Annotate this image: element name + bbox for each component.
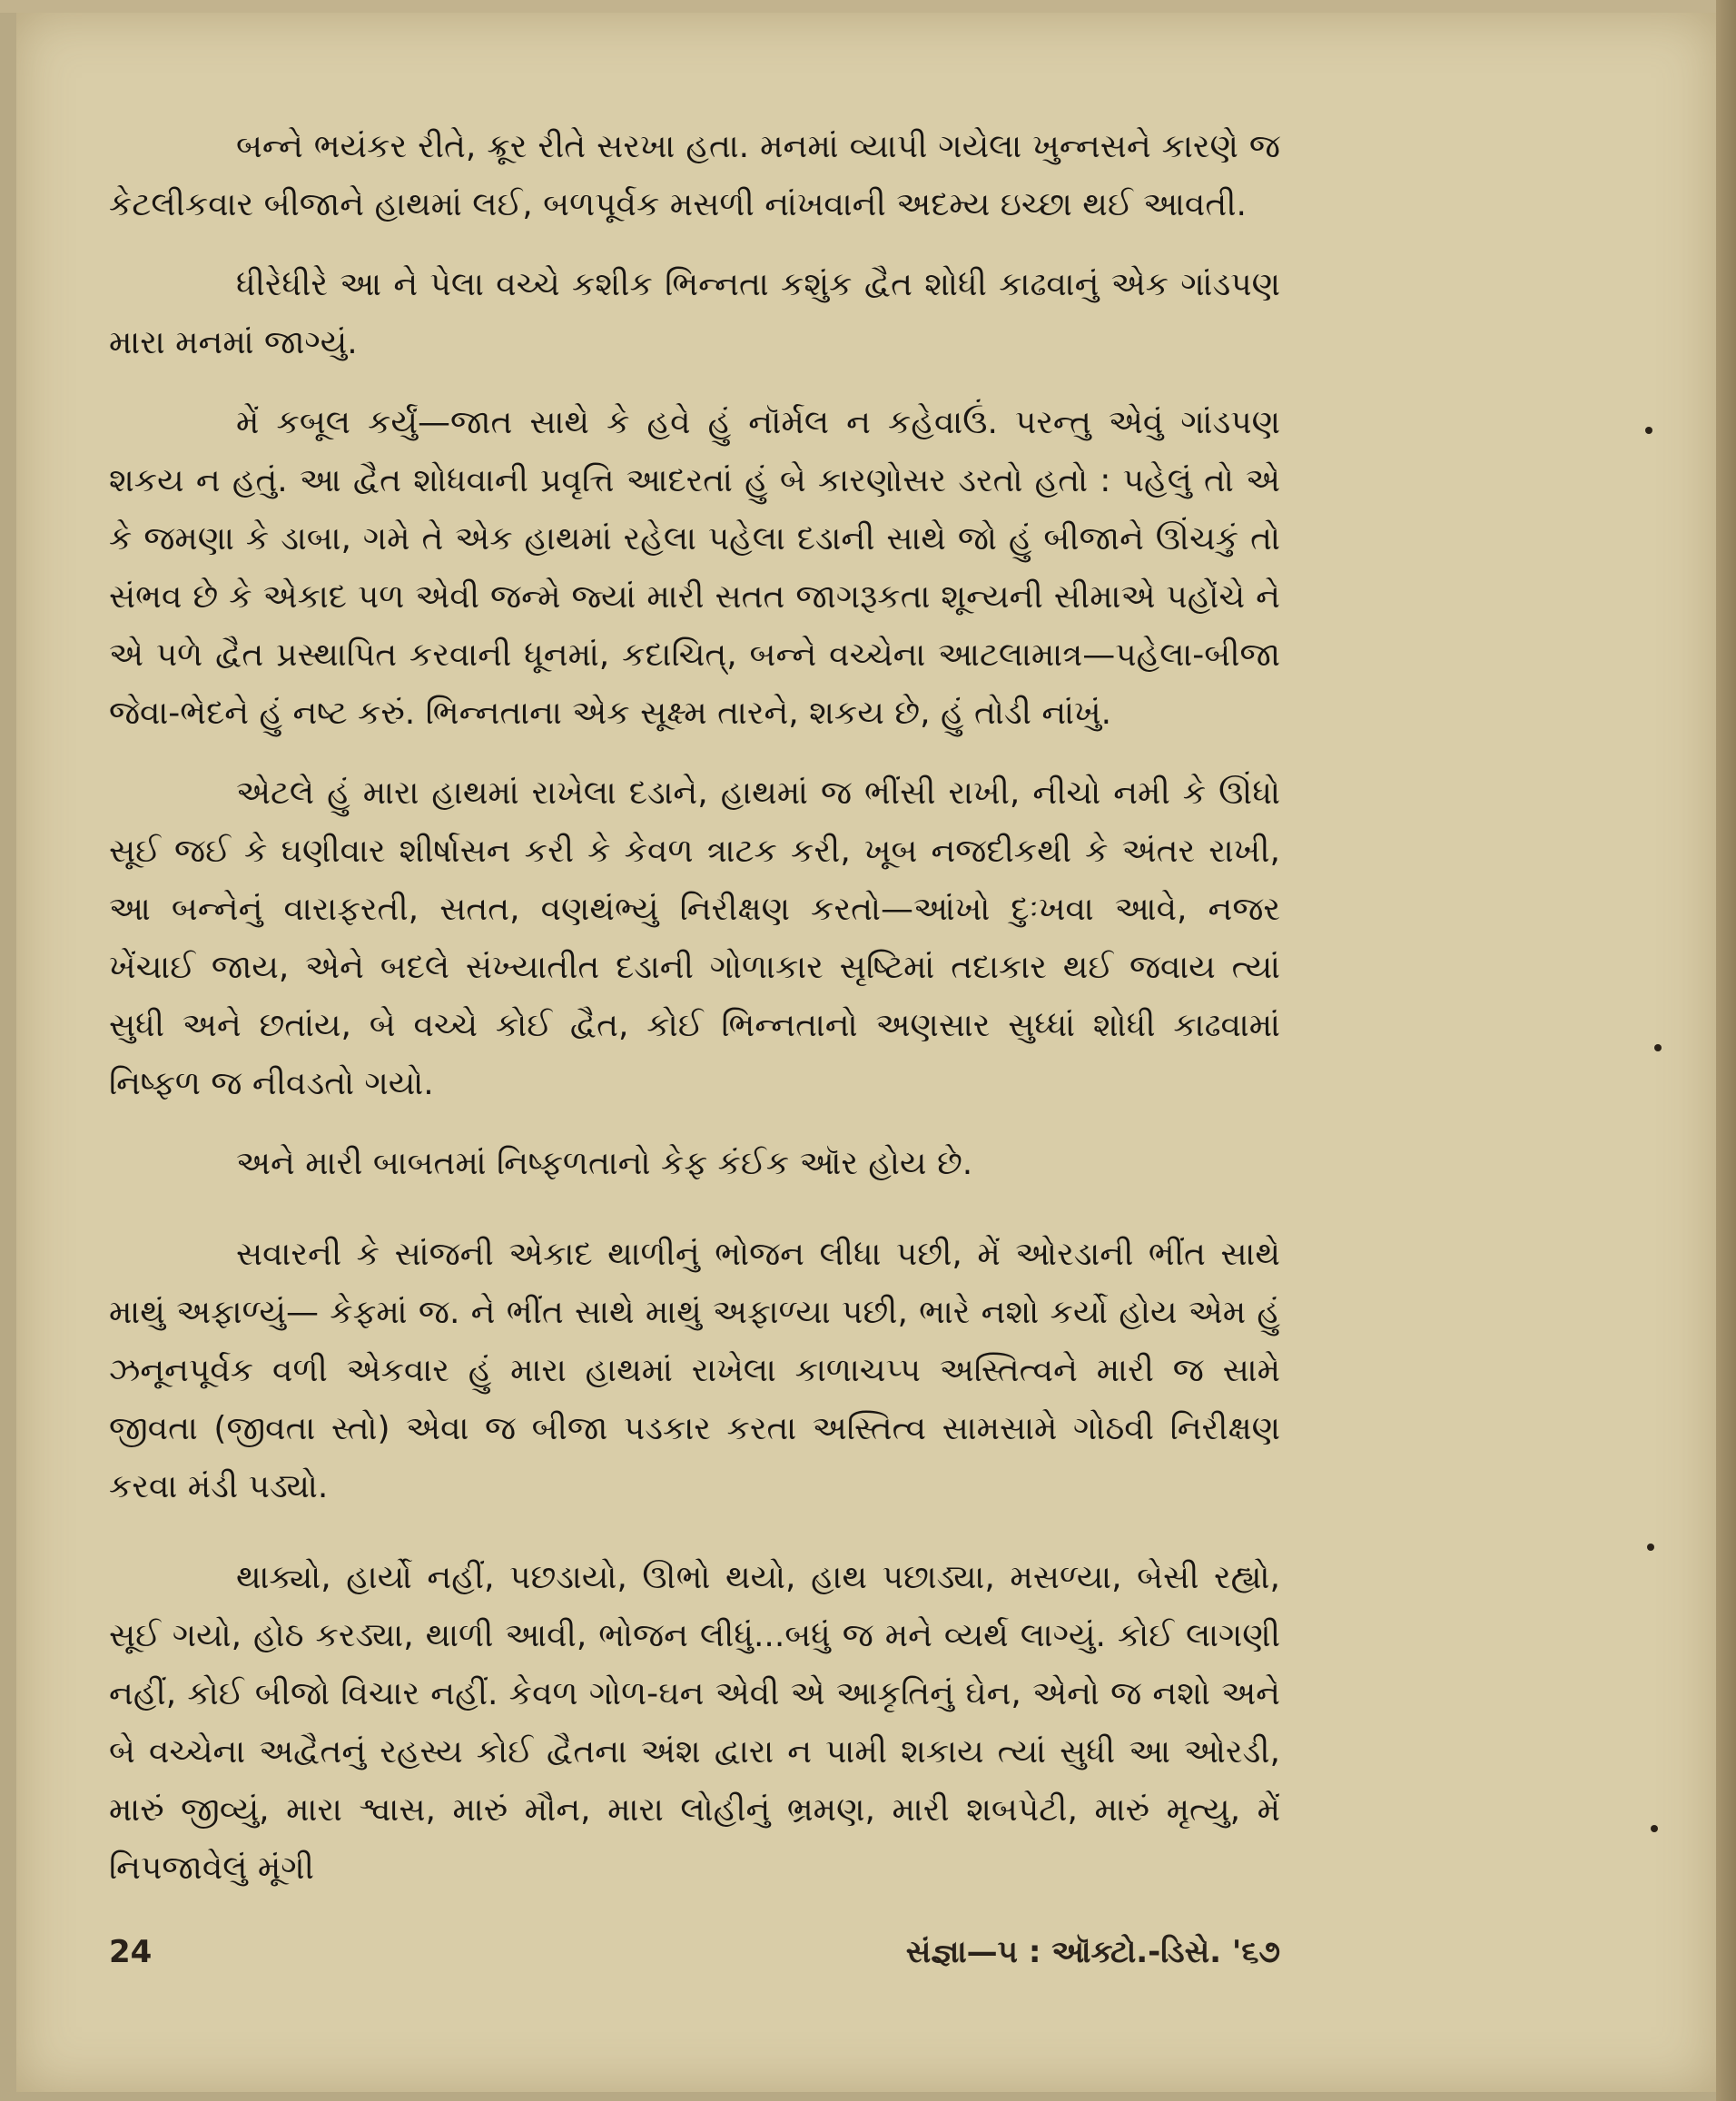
paragraph: અને મારી બાબતમાં નિષ્ફળતાનો કેફ કંઈક ઑર હોય છે. bbox=[236, 1145, 973, 1182]
page-footer bbox=[109, 1934, 1280, 1988]
page-number: 24 bbox=[109, 1934, 153, 1970]
body-text bbox=[109, 118, 1280, 1919]
ink-speck bbox=[1645, 427, 1652, 434]
ink-speck bbox=[1647, 1544, 1654, 1551]
paragraph: ધીરેધીરે આ ને પેલા વચ્ચે કશીક ભિન્નતા કશુંક દ્વૈત શોધી કાઢવાનું એક ગાંડપણ મારા મનમાં જાગ્યું. bbox=[109, 266, 1280, 361]
issue-label: સંજ્ઞા—૫ : ઑક્ટો.-ડિસે. '૬૭ bbox=[905, 1934, 1280, 1970]
paragraph: બન્ને ભયંકર રીતે, ક્રૂર રીતે સરખા હતા. મનમાં વ્યાપી ગયેલા ખુન્નસને કારણે જ કેટલીકવાર બીજાને હાથમાં લઈ, બળપૂર્વક મસળી નાંખવાની અદમ્ય ઇચ્છા થઈ આવતી. bbox=[109, 128, 1280, 223]
ink-speck bbox=[1651, 1825, 1658, 1832]
paragraph: સવારની કે સાંજની એકાદ થાળીનું ભોજન લીધા પછી, મેં ઓરડાની ભીંત સાથે માથું અફાળ્યું— કેફમાં જ. ને ભીંત સાથે માથું અફાળ્યા પછી, ભારે નશો કર્યો હોય એમ હું ઝનૂનપૂર્વક વળી એકવાર હું મારા હાથમાં રાખેલા કાળાચપ્પ અસ્તિત્વને મારી જ સામે જીવતા (જીવતા સ્તો) એવા જ બીજા પડકાર કરતા અસ્તિત્વ સામસામે ગોઠવી નિરીક્ષણ કરવા મંડી પડ્યો. bbox=[109, 1236, 1280, 1505]
ink-speck bbox=[1654, 1044, 1662, 1051]
paragraph: મેં કબૂલ કર્યું—જાત સાથે કે હવે હું નૉર્મલ ન કહેવાઉં. પરન્તુ એવું ગાંડપણ શકય ન હતું. આ દ્વૈત શોધવાની પ્રવૃત્તિ આદરતાં હું બે કારણોસર ડરતો હતો : પહેલું તો એ કે જમણા કે ડાબા, ગમે તે એક હાથમાં રહેલા પહેલા દડાની સાથે જો હું બીજાને ઊંચકું તો સંભવ છે કે એકાદ પળ એવી જન્મે જ્યાં મારી સતત જાગરૂકતા શૂન્યની સીમાએ પહોંચે ને એ પળે દ્વૈત પ્રસ્થાપિત કરવાની ધૂનમાં, કદાચિત્, બન્ને વચ્ચેના આટલામાત્ર—પહેલા-બીજા જેવા-ભેદને હું નષ્ટ કરું. ભિન્નતાના એક સૂક્ષ્મ તારને, શકય છે, હું તોડી નાંખું. bbox=[109, 404, 1280, 732]
page-top-edge bbox=[0, 0, 1736, 13]
page-binding-edge bbox=[1716, 0, 1736, 2101]
paragraph: થાક્યો, હાર્યો નહીં, પછડાયો, ઊભો થયો, હાથ પછાડ્યા, મસળ્યા, બેસી રહ્યો, સૂઈ ગયો, હોઠ કરડ્યા, થાળી આવી, ભોજન લીધું...બધું જ મને વ્યર્થ લાગ્યું. કોઈ લાગણી નહીં, કોઈ બીજો વિચાર નહીં. કેવળ ગોળ-ઘન એવી એ આકૃતિનું ઘેન, એનો જ નશો અને બે વચ્ચેના અદ્વૈતનું રહસ્ય કોઈ દ્વૈતના અંશ દ્વારા ન પામી શકાય ત્યાં સુધી આ ઓરડી, મારું જીવ્યું, મારા શ્વાસ, મારું મૌન, મારા લોહીનું ભ્રમણ, મારી શબપેટી, મારું મૃત્યુ, મેં નિપજાવેલું મૂંગી bbox=[109, 1559, 1280, 1887]
paragraph: એટલે હું મારા હાથમાં રાખેલા દડાને, હાથમાં જ ભીંસી રાખી, નીચો નમી કે ઊંધો સૂઈ જઈ કે ઘણીવાર શીર્ષાસન કરી કે કેવળ ત્રાટક કરી, ખૂબ નજદીકથી કે અંતર રાખી, આ બન્નેનું વારાફરતી, સતત, વણથંભ્યું નિરીક્ષણ કરતો—આંખો દુઃખવા આવે, નજર ખેંચાઈ જાય, એને બદલે સંખ્યાતીત દડાની ગોળાકાર સૃષ્ટિમાં તદાકાર થઈ જવાય ત્યાં સુધી અને છતાંય, બે વચ્ચે કોઈ દ્વૈત, કોઈ ભિન્નતાનો અણસાર સુધ્ધાં શોધી કાઢવામાં નિષ્ફળ જ નીવડતો ગયો. bbox=[109, 774, 1280, 1102]
